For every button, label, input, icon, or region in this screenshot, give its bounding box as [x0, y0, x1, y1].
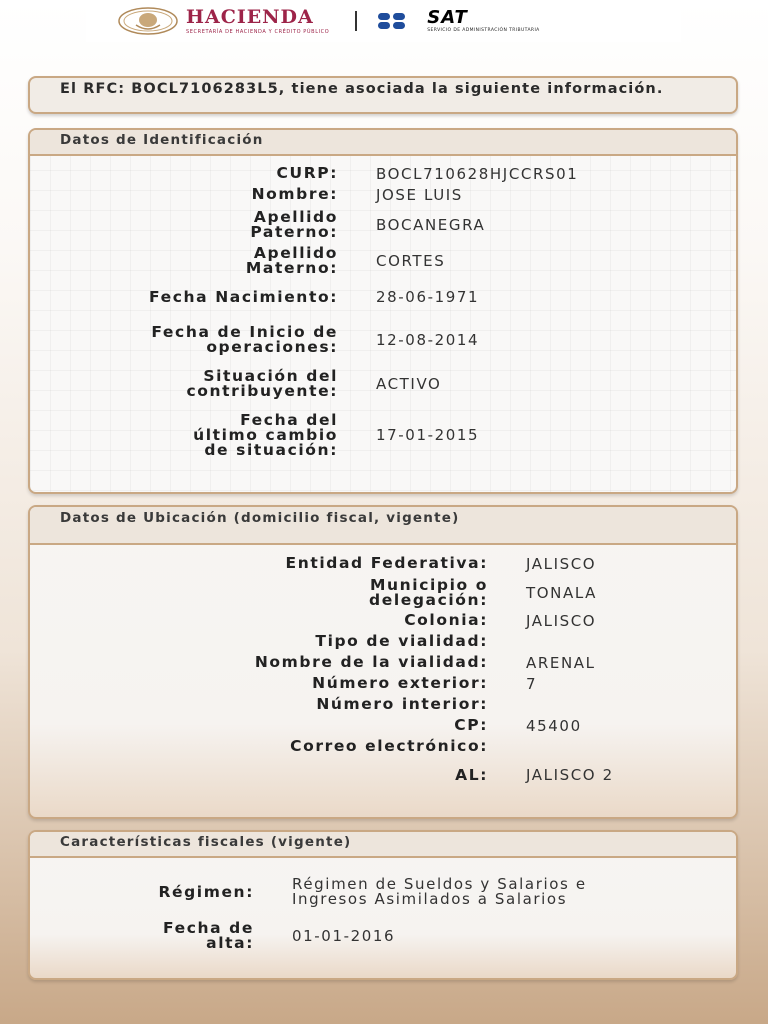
- field-label: CP:: [454, 716, 488, 734]
- field-value: 7: [526, 674, 538, 693]
- field-row-al: [30, 759, 736, 791]
- identification-section: [28, 128, 738, 494]
- location-section: [28, 505, 738, 819]
- field-value: 28-06-1971: [376, 288, 480, 306]
- field-value: JALISCO: [526, 611, 597, 630]
- field-label: Colonia:: [404, 611, 488, 629]
- field-value: ACTIVO: [376, 375, 442, 393]
- field-value: Régimen de Sueldos y Salarios e Ingresos Asimilados a Salarios: [292, 875, 587, 908]
- field-label: Nombre de la vialidad:: [254, 653, 488, 671]
- field-value: ARENAL: [526, 653, 596, 672]
- field-label: Fecha de Inicio de operaciones:: [151, 323, 338, 356]
- hacienda-logo: [186, 7, 329, 35]
- field-value: 17-01-2015: [376, 426, 480, 444]
- field-row-apellido-paterno: [30, 209, 736, 241]
- field-label: Apellido Materno:: [245, 244, 338, 277]
- field-row-curp: [30, 166, 736, 181]
- logo-divider: [355, 11, 357, 31]
- field-label: Fecha de alta:: [163, 919, 254, 952]
- field-row-municipio: [30, 577, 736, 609]
- field-row-nombre: [30, 187, 736, 202]
- rfc-message: El RFC: BOCL7106283L5, tiene asociada la siguiente información.: [28, 76, 738, 114]
- field-row-cp: [30, 718, 736, 733]
- field-row-situacion: [30, 368, 736, 400]
- field-label: Correo electrónico:: [290, 737, 488, 755]
- sat-logo-icon: [377, 11, 423, 31]
- field-row-numero-exterior: [30, 676, 736, 691]
- field-label: Régimen:: [158, 882, 254, 901]
- field-label: CURP:: [276, 164, 338, 182]
- field-row-fecha-nacimiento: [30, 281, 736, 313]
- field-value: JALISCO 2: [526, 766, 614, 784]
- field-label: Entidad Federativa:: [285, 554, 488, 572]
- header-banner: [86, 0, 681, 42]
- field-row-ultimo-cambio: [30, 404, 736, 466]
- field-value: TONALA: [526, 584, 598, 602]
- field-label: Tipo de vialidad:: [315, 632, 488, 650]
- field-row-colonia: [30, 613, 736, 628]
- hacienda-title: HACIENDA: [186, 6, 314, 28]
- sat-title: SAT: [427, 7, 468, 28]
- location-title: Datos de Ubicación (domicilio fiscal, vigente): [30, 507, 736, 545]
- field-value: JOSE LUIS: [376, 185, 463, 204]
- field-value: JALISCO: [526, 554, 597, 573]
- field-label: Apellido Paterno:: [250, 208, 338, 241]
- field-value: 01-01-2016: [292, 927, 396, 945]
- field-row-correo: [30, 739, 736, 754]
- national-seal-icon: [118, 7, 178, 35]
- sat-logo: [427, 9, 539, 33]
- field-label: Número exterior:: [312, 674, 488, 692]
- field-label: AL:: [455, 765, 488, 784]
- field-label: Fecha Nacimiento:: [149, 287, 338, 306]
- field-value: BOCANEGRA: [376, 216, 486, 234]
- field-label: Situación del contribuyente:: [186, 367, 338, 400]
- identification-title: Datos de Identificación: [30, 130, 736, 156]
- field-row-fecha-inicio: [30, 317, 736, 363]
- sat-subtitle: SERVICIO DE ADMINISTRACIÓN TRIBUTARIA: [427, 28, 540, 33]
- field-row-apellido-materno: [30, 245, 736, 277]
- field-row-regimen: [30, 868, 736, 916]
- field-row-fecha-alta: [30, 920, 736, 952]
- field-value: 45400: [526, 716, 582, 735]
- field-label: Municipio o delegación:: [369, 576, 488, 609]
- field-label: Número interior:: [316, 695, 488, 713]
- field-row-tipo-vialidad: [30, 634, 736, 649]
- field-row-entidad: [30, 556, 736, 571]
- field-row-nombre-vialidad: [30, 655, 736, 670]
- fiscal-characteristics-section: [28, 830, 738, 980]
- field-row-numero-interior: [30, 697, 736, 712]
- field-value: BOCL710628HJCCRS01: [376, 164, 579, 183]
- fiscal-characteristics-title: Características fiscales (vigente): [30, 832, 736, 858]
- field-label: Fecha del último cambio de situación:: [193, 410, 338, 459]
- hacienda-subtitle: SECRETARÍA DE HACIENDA Y CRÉDITO PÚBLICO: [186, 29, 330, 35]
- field-value: 12-08-2014: [376, 331, 480, 349]
- field-label: Nombre:: [251, 185, 338, 203]
- field-value: CORTES: [376, 252, 446, 270]
